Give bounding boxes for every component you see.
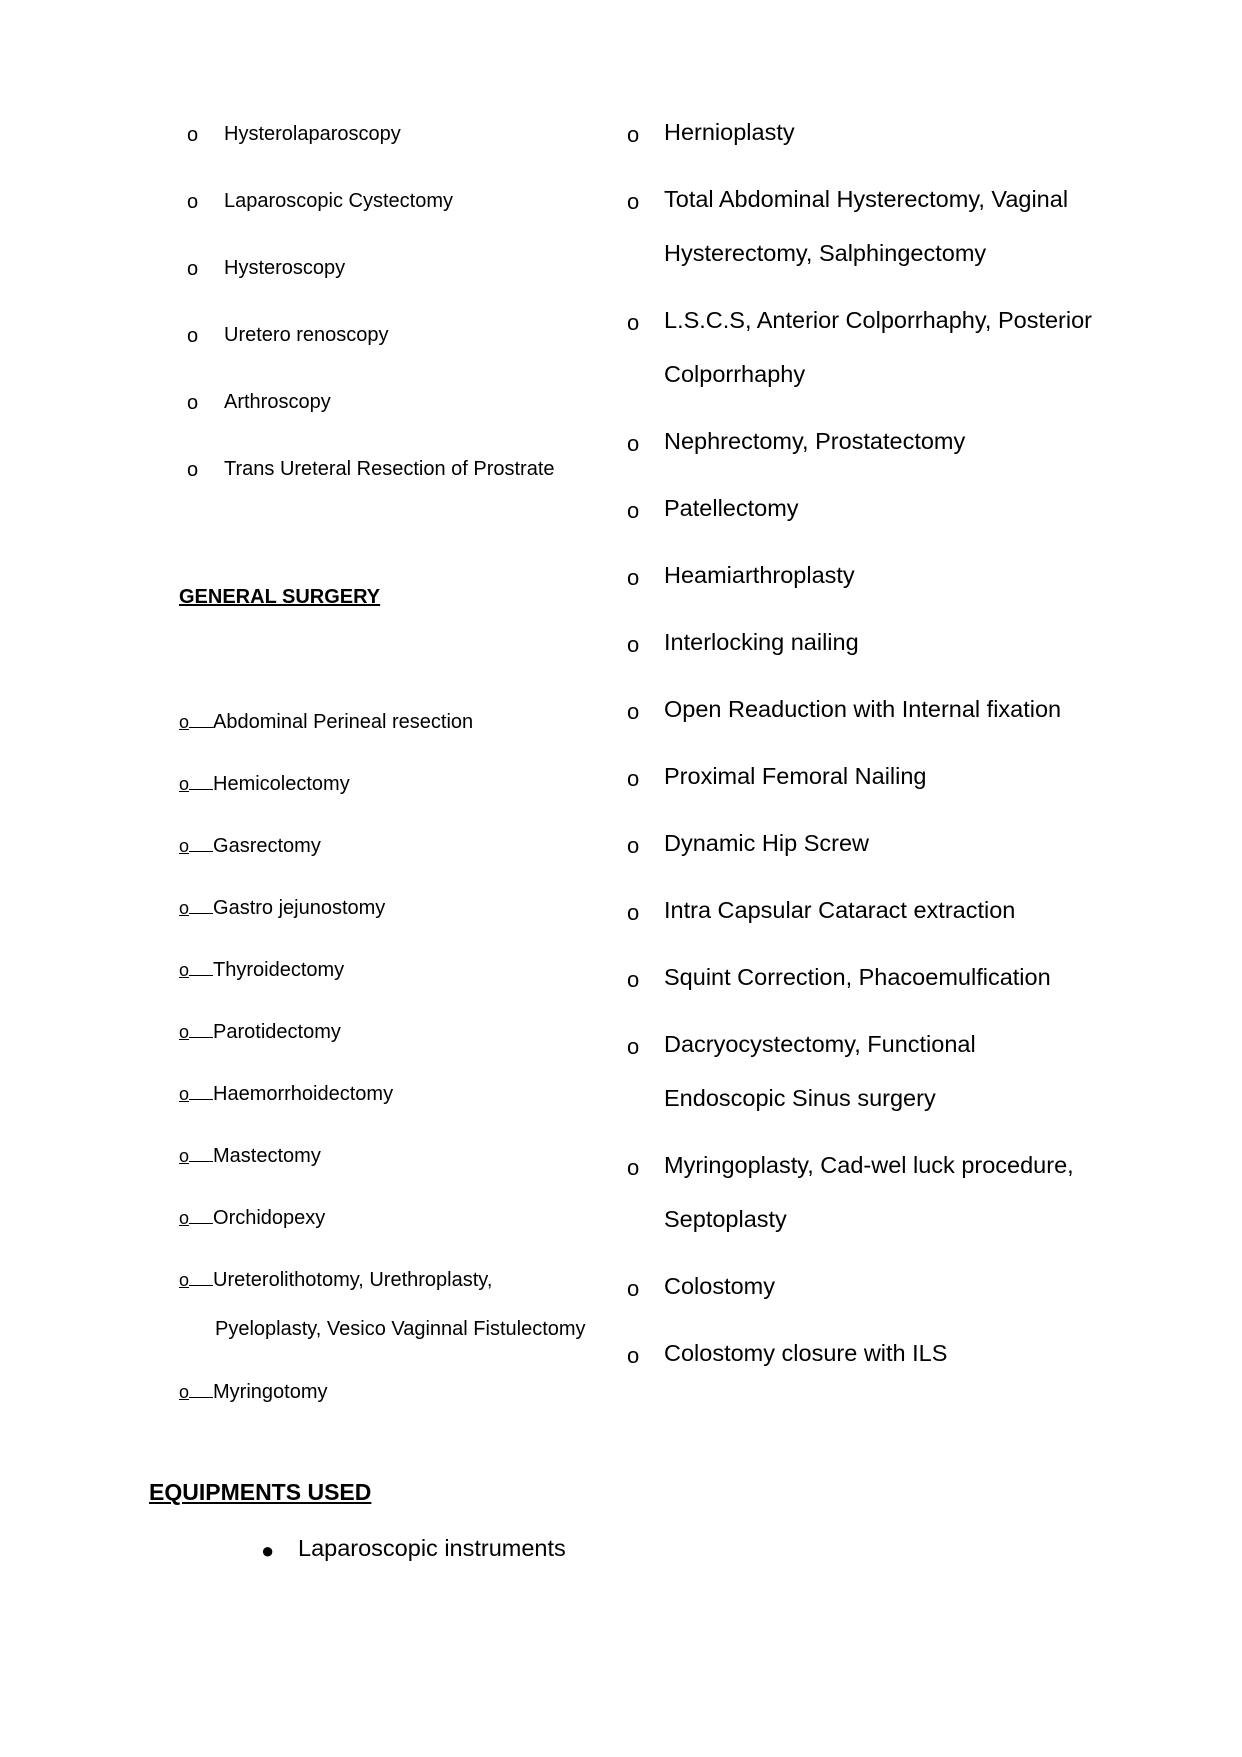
list-marker: o (179, 898, 190, 918)
list-item (179, 1207, 325, 1228)
list-marker: o (179, 712, 190, 732)
list-marker: o (627, 431, 640, 456)
list-marker: o (179, 774, 190, 794)
list-marker: o (179, 1208, 190, 1228)
list-item-label: Haemorrhoidectomy (213, 1083, 394, 1105)
list-marker: o (627, 699, 640, 724)
list-item (179, 1145, 321, 1166)
list-marker: o (179, 1022, 190, 1042)
list-item-label: Ureterolithotomy, Urethroplasty, (213, 1269, 493, 1291)
list-item: Hysteroscopy (224, 257, 346, 279)
list-item-continuation: Colporrhaphy (664, 361, 806, 387)
general-surgery-heading: GENERAL SURGERY (179, 586, 381, 608)
list-item (179, 711, 473, 732)
list-marker: o (179, 1084, 190, 1104)
list-marker: o (627, 310, 640, 335)
list-item: Laparoscopic instruments (298, 1535, 566, 1561)
list-item: Dacryocystectomy, Functional (664, 1031, 976, 1057)
list-item: Patellectomy (664, 495, 799, 521)
list-item-label: Mastectomy (213, 1145, 321, 1167)
list-item-continuation: Pyeloplasty, Vesico Vaginnal Fistulectomy (215, 1318, 586, 1340)
list-marker: o (179, 836, 190, 856)
list-marker: o (187, 325, 199, 347)
list-item (179, 897, 385, 918)
list-marker: o (179, 960, 190, 980)
list-marker: o (187, 459, 199, 481)
list-marker: o (627, 833, 640, 858)
list-item: Colostomy closure with ILS (664, 1340, 948, 1366)
list-item: Interlocking nailing (664, 629, 859, 655)
list-item-label: Abdominal Perineal resection (213, 711, 474, 733)
list-marker: o (627, 565, 640, 590)
list-marker: o (627, 632, 640, 657)
list-item: Proximal Femoral Nailing (664, 763, 927, 789)
list-marker: o (627, 900, 640, 925)
list-item-label: Hemicolectomy (213, 773, 350, 795)
list-item: Nephrectomy, Prostatectomy (664, 428, 966, 454)
list-item-label: Thyroidectomy (213, 959, 345, 981)
list-item: Squint Correction, Phacoemulfication (664, 964, 1051, 990)
list-marker: o (627, 1034, 640, 1059)
list-marker: o (179, 1270, 190, 1290)
list-marker: o (627, 967, 640, 992)
list-marker: o (187, 392, 199, 414)
list-marker: o (187, 258, 199, 280)
list-item: Hernioplasty (664, 119, 795, 145)
list-item (179, 959, 344, 980)
list-item: Arthroscopy (224, 391, 331, 413)
list-item: L.S.C.S, Anterior Colporrhaphy, Posterior (664, 307, 1092, 333)
list-marker: o (627, 1276, 640, 1301)
equipments-heading: EQUIPMENTS USED (149, 1479, 372, 1505)
list-item: Open Readuction with Internal fixation (664, 696, 1062, 722)
list-item: Total Abdominal Hysterectomy, Vaginal (664, 186, 1069, 212)
list-item (179, 1381, 328, 1402)
list-marker: o (187, 124, 199, 146)
list-item: Myringoplasty, Cad-wel luck procedure, (664, 1152, 1074, 1178)
list-item-label: Gasrectomy (213, 835, 321, 857)
list-item: Colostomy (664, 1273, 776, 1299)
list-item-label: Orchidopexy (213, 1207, 326, 1229)
list-marker: o (627, 1155, 640, 1180)
list-item-label: Myringotomy (213, 1381, 328, 1403)
list-item (179, 773, 350, 794)
list-marker: o (627, 1343, 640, 1368)
list-item (179, 1021, 341, 1042)
list-marker: o (627, 189, 640, 214)
list-marker: o (179, 1382, 190, 1402)
list-marker: ● (261, 1538, 275, 1563)
list-marker: o (627, 498, 640, 523)
list-item: Trans Ureteral Resection of Prostrate (224, 458, 555, 480)
list-item-continuation: Septoplasty (664, 1206, 787, 1232)
list-item (179, 835, 321, 856)
list-item: Hysterolaparoscopy (224, 123, 401, 145)
list-item: Intra Capsular Cataract extraction (664, 897, 1016, 923)
list-marker: o (627, 122, 640, 147)
list-marker: o (187, 191, 199, 213)
list-item: Heamiarthroplasty (664, 562, 855, 588)
list-item: Laparoscopic Cystectomy (224, 190, 453, 212)
list-marker: o (627, 766, 640, 791)
list-item: Uretero renoscopy (224, 324, 389, 346)
list-item-label: Parotidectomy (213, 1021, 341, 1043)
list-item-continuation: Endoscopic Sinus surgery (664, 1085, 936, 1111)
list-item: Dynamic Hip Screw (664, 830, 870, 856)
list-item (179, 1269, 492, 1290)
list-item-continuation: Hysterectomy, Salphingectomy (664, 240, 987, 266)
list-item-label: Gastro jejunostomy (213, 897, 386, 919)
list-item (179, 1083, 393, 1104)
list-marker: o (179, 1146, 190, 1166)
